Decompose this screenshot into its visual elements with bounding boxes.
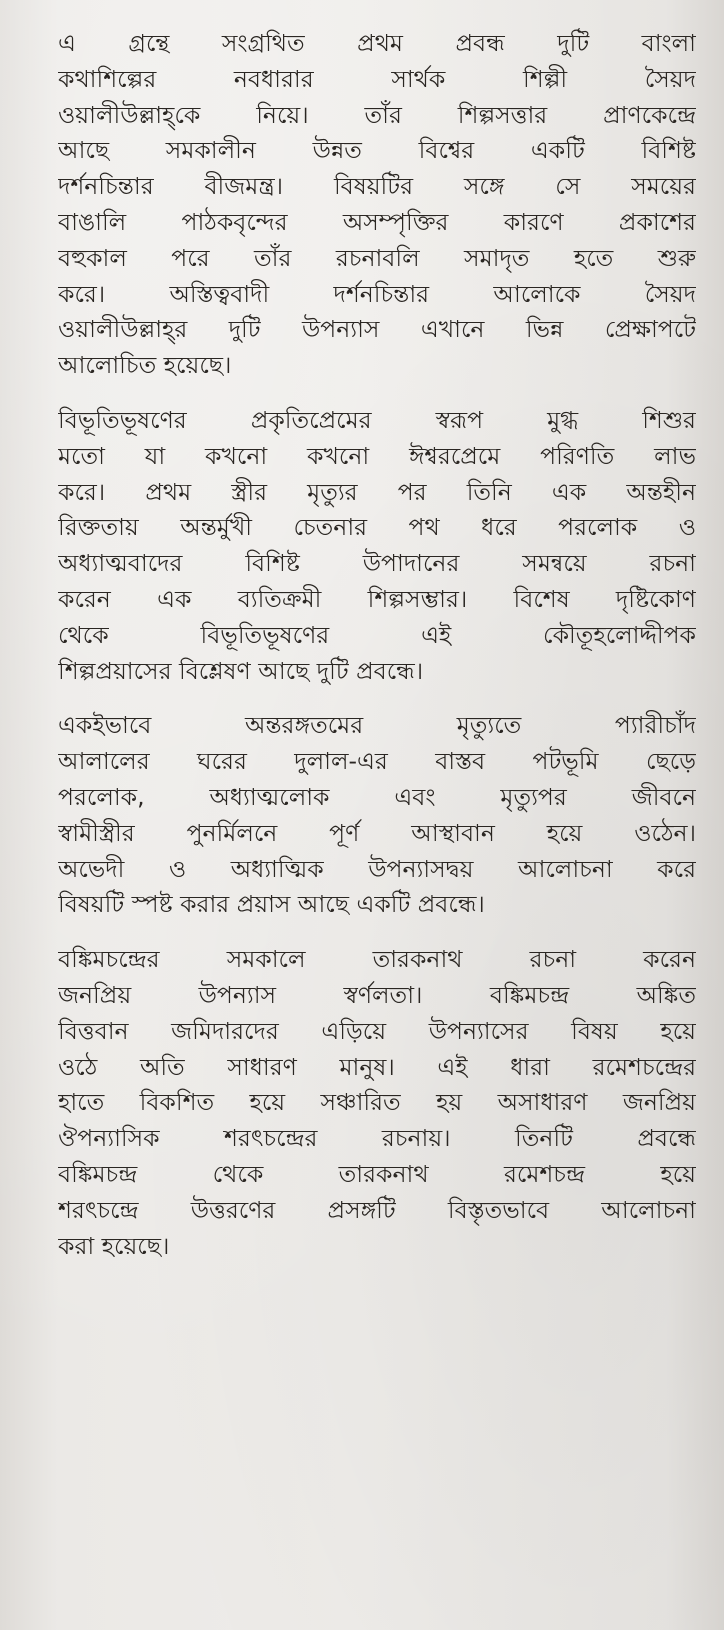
text-line: একইভাবে অন্তরঙ্গতমের মৃত্যুতে প্যারীচাঁদ	[58, 711, 696, 740]
text-line: ঔপন্যাসিক শরৎচন্দ্রের রচনায়। তিনটি প্রবন্ধে	[58, 1124, 696, 1153]
paragraph-2	[58, 403, 696, 689]
text-line: বিভূতিভূষণের প্রকৃতিপ্রেমের স্বরূপ মুগ্ধ শিশুর	[58, 405, 696, 434]
paragraph-1	[58, 26, 696, 384]
text-line: ওয়ালীউল্লাহ্‌র দুটি উপন্যাস এখানে ভিন্ন প্রেক্ষাপটে	[58, 315, 696, 344]
text-line: বঙ্কিমচন্দ্রের সমকালে তারকনাথ রচনা করেন	[58, 945, 696, 974]
text-line: থেকে বিভূতিভূষণের এই কৌতূহলোদ্দীপক	[58, 620, 696, 649]
text-line: এ গ্রন্থে সংগ্রথিত প্রথম প্রবন্ধ দুটি বাংলা	[58, 29, 696, 57]
paragraph-4	[58, 942, 696, 1264]
text-line: শরৎচন্দ্রে উত্তরণের প্রসঙ্গটি বিস্তৃতভাবে আলোচনা	[58, 1195, 696, 1224]
text-line: আলালের ঘরের দুলাল-এর বাস্তব পটভূমি ছেড়ে	[58, 747, 696, 776]
text-line: করে। অস্তিত্ববাদী দর্শনচিন্তার আলোকে সৈয়দ	[58, 279, 696, 308]
text-line: বিত্তবান জমিদারদের এড়িয়ে উপন্যাসের বিষয় হয়ে	[58, 1016, 696, 1045]
text-line: জনপ্রিয় উপন্যাস স্বর্ণলতা। বঙ্কিমচন্দ্র অঙ্কিত	[58, 980, 696, 1009]
paragraph-3	[58, 708, 696, 923]
text-line: আলোচিত হয়েছে।	[58, 351, 232, 380]
text-line: আছে সমকালীন উন্নত বিশ্বের একটি বিশিষ্ট	[58, 136, 696, 165]
text-line: শিল্পপ্রয়াসের বিশ্লেষণ আছে দুটি প্রবন্ধে।	[58, 656, 424, 685]
text-line: স্বামীস্ত্রীর পুনর্মিলনে পূর্ণ আস্থাবান হয়ে ওঠেন।	[58, 818, 696, 847]
text-line: বহুকাল পরে তাঁর রচনাবলি সমাদৃত হতে শুরু	[58, 243, 696, 272]
text-line: পরলোক, অধ্যাত্মলোক এবং মৃত্যুপর জীবনে	[58, 782, 696, 811]
text-line: বিষয়টি স্পষ্ট করার প্রয়াস আছে একটি প্রবন্ধে।	[58, 890, 485, 919]
text-line: ওয়ালীউল্লাহ্‌কে নিয়ে। তাঁর শিল্পসত্তার প্রাণকেন্দ্রে	[58, 100, 696, 129]
text-line: মতো যা কখনো কখনো ঈশ্বরপ্রেমে পরিণতি লাভ	[58, 441, 696, 470]
text-line: দর্শনচিন্তার বীজমন্ত্র। বিষয়টির সঙ্গে সে সময়ের	[58, 172, 696, 201]
text-line: হাতে বিকশিত হয়ে সঞ্চারিত হয় অসাধারণ জনপ্রিয়	[58, 1088, 696, 1117]
text-line: করা হয়েছে।	[58, 1231, 170, 1260]
text-line: কথাশিল্পের নবধারার সার্থক শিল্পী সৈয়দ	[58, 64, 696, 93]
text-line: করে। প্রথম স্ত্রীর মৃত্যুর পর তিনি এক অন্তহীন	[58, 477, 696, 506]
text-line: রিক্ততায় অন্তর্মুখী চেতনার পথ ধরে পরলোক ও	[58, 513, 696, 542]
text-line: অভেদী ও অধ্যাত্মিক উপন্যাসদ্বয় আলোচনা করে	[58, 854, 696, 883]
text-line: বঙ্কিমচন্দ্র থেকে তারকনাথ রমেশচন্দ্র হয়ে	[58, 1159, 696, 1188]
text-line: করেন এক ব্যতিক্রমী শিল্পসম্ভার। বিশেষ দৃষ্টিকোণ	[58, 584, 696, 613]
text-line: বাঙালি পাঠকবৃন্দের অসম্পৃক্তির কারণে প্রকাশের	[58, 207, 696, 236]
text-line: ওঠে অতি সাধারণ মানুষ। এই ধারা রমেশচন্দ্রের	[58, 1052, 696, 1081]
text-line: অধ্যাত্মবাদের বিশিষ্ট উপাদানের সমন্বয়ে রচনা	[58, 549, 696, 578]
